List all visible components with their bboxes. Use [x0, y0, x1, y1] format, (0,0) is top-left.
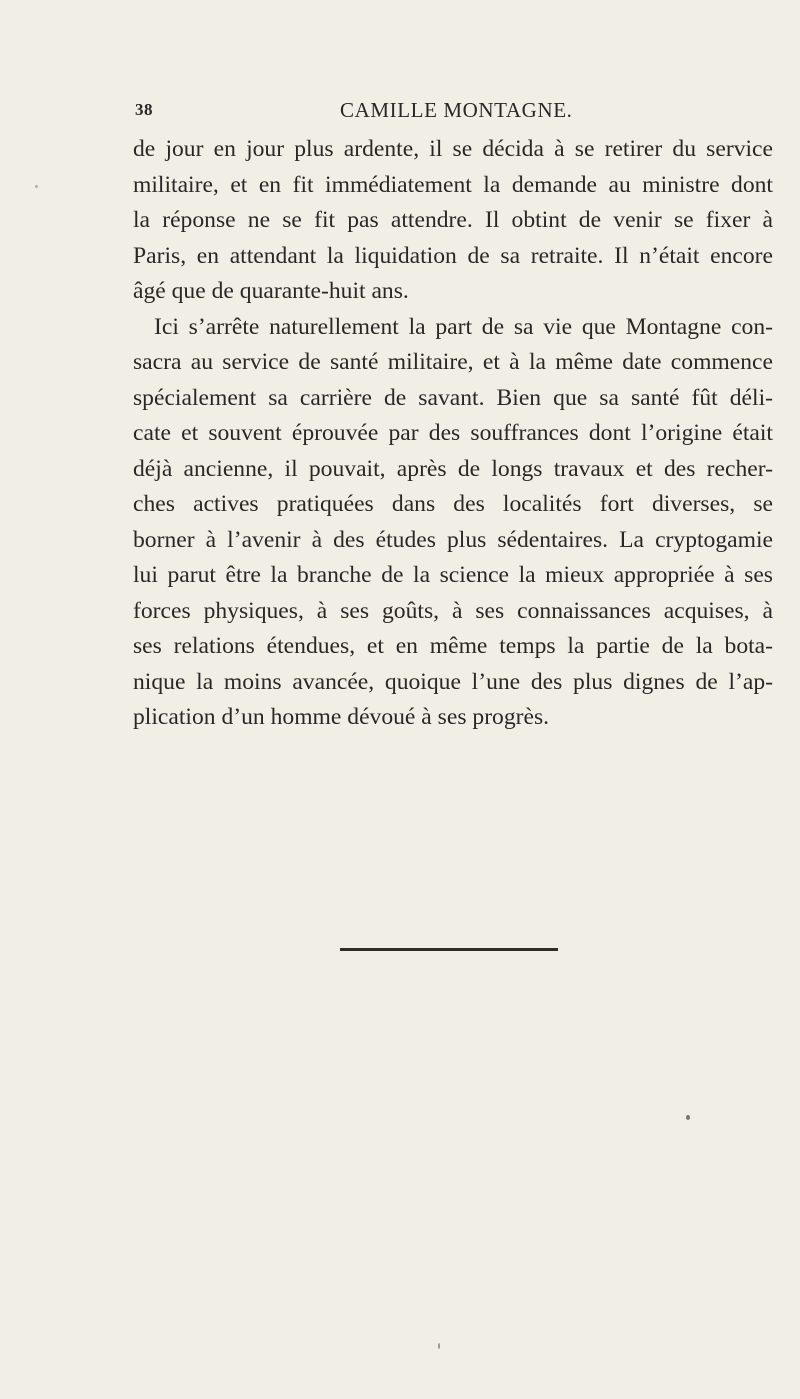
text-line: Paris, en attendant la liquidation de sa retraite. Il n’était encore [133, 242, 773, 269]
text-line: cate et souvent éprouvée par des souffrances dont l’origine était [133, 420, 773, 446]
text-line: âgé que de quarante-huit ans. [133, 278, 409, 304]
text-line: forces physiques, à ses goûts, à ses connaissances acquises, à [133, 597, 773, 624]
paper-speck [438, 1343, 440, 1349]
body-text [133, 132, 773, 736]
page-header [0, 92, 800, 132]
text-line: de jour en jour plus ardente, il se décida à se retirer du service [133, 136, 773, 162]
paragraph [133, 132, 773, 310]
text-line: ches actives pratiquées dans des localités fort diverses, se [133, 491, 773, 517]
text-line: borner à l’avenir à des études plus sédentaires. La cryptogamie [133, 526, 773, 553]
text-line: déjà ancienne, il pouvait, après de longs travaux et des recher- [133, 455, 773, 482]
text-line: lui parut être la branche de la science la mieux appropriée à ses [133, 562, 773, 588]
text-line: sacra au service de santé militaire, et à la même date commence [133, 349, 773, 375]
text-line: spécialement sa carrière de savant. Bien que sa santé fût déli- [133, 384, 773, 411]
text-line: militaire, et en fit immédiatement la demande au ministre dont [133, 171, 773, 198]
paper-speck [686, 1115, 690, 1120]
running-title: CAMILLE MONTAGNE. [340, 98, 573, 122]
paragraph [133, 310, 773, 736]
text-line: nique la moins avancée, quoique l’une des plus dignes de l’ap- [133, 668, 773, 695]
paper-speck [35, 185, 38, 188]
text-line: Ici s’arrête naturellement la part de sa vie que Montagne con- [154, 313, 773, 340]
text-line: la réponse ne se fit pas attendre. Il obtint de venir se fixer à [133, 207, 773, 233]
text-line: ses relations étendues, et en même temps la partie de la bota- [133, 633, 773, 659]
section-end-rule [340, 948, 558, 951]
page-number: 38 [135, 100, 153, 119]
text-line: plication d’un homme dévoué à ses progrès. [133, 704, 550, 730]
